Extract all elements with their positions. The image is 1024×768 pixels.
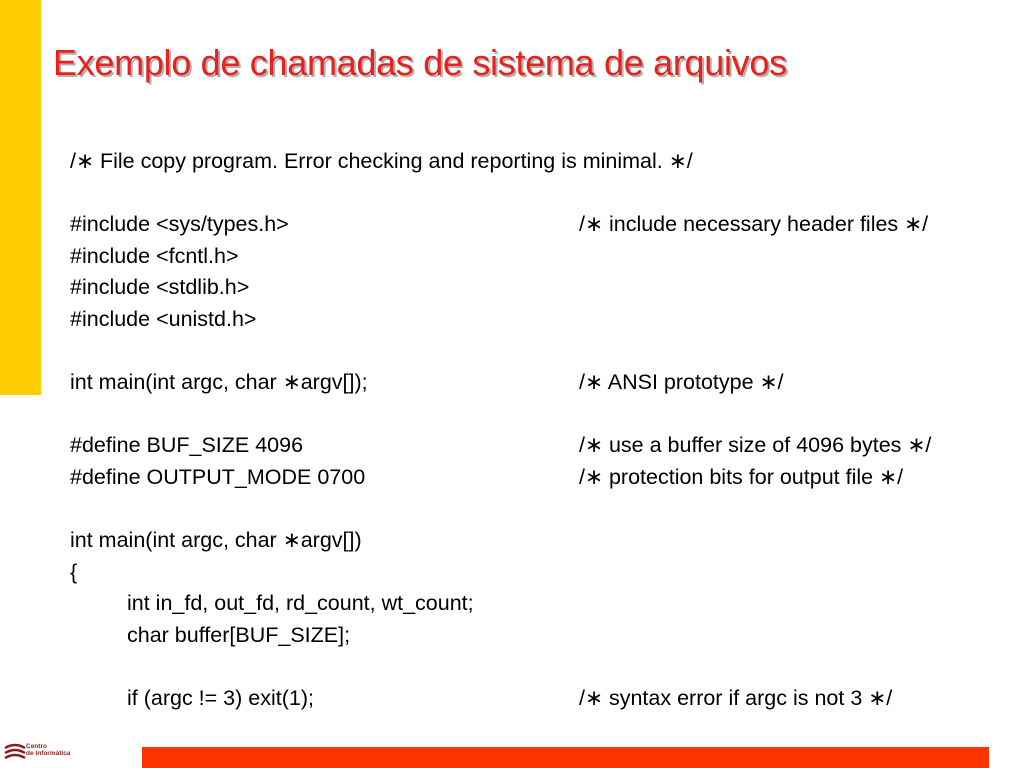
code-text: int in_fd, out_fd, rd_count, wt_count; (127, 591, 474, 616)
code-line (70, 462, 1010, 494)
code-line (70, 399, 1010, 431)
logo-icon (4, 743, 26, 763)
code-line (70, 588, 1010, 620)
code-line (70, 304, 1010, 336)
code-comment: /∗ use a buffer size of 4096 bytes ∗/ (579, 433, 932, 458)
code-text: if (argc != 3) exit(1); (127, 686, 314, 711)
code-line (70, 241, 1010, 273)
code-line (70, 557, 1010, 589)
code-line (70, 367, 1010, 399)
code-line (70, 272, 1010, 304)
code-line (70, 494, 1010, 526)
code-line (70, 430, 1010, 462)
code-text: /∗ File copy program. Error checking and reporting is minimal. ∗/ (70, 149, 693, 173)
code-line (70, 209, 1010, 241)
code-text: int main(int argc, char ∗argv[]); (70, 370, 368, 395)
code-comment: /∗ ANSI prototype ∗/ (579, 370, 784, 395)
code-text: #include <stdlib.h> (70, 275, 250, 300)
code-line (70, 525, 1010, 557)
logo-line-1: Centro (26, 743, 47, 750)
code-line (70, 620, 1010, 652)
logo-line-2: de Informática (26, 750, 71, 757)
code-comment: /∗ protection bits for output file ∗/ (579, 464, 904, 489)
code-comment: /∗ include necessary header files ∗/ (579, 212, 929, 237)
code-text: #include <unistd.h> (70, 306, 257, 331)
code-text: { (70, 559, 78, 584)
code-text: #define BUF_SIZE 4096 (70, 433, 304, 458)
logo-text (26, 743, 70, 757)
slide-title: Exemplo de chamadas de sistema de arquivos (53, 42, 787, 83)
code-comment: /∗ syntax error if argc is not 3 ∗/ (579, 686, 893, 711)
code-line (70, 178, 1010, 210)
accent-bar (0, 0, 41, 395)
code-text: #define OUTPUT_MODE 0700 (70, 464, 366, 489)
code-text: char buffer[BUF_SIZE]; (127, 622, 351, 647)
code-line (70, 336, 1010, 368)
footer-bar (142, 747, 989, 768)
logo (4, 741, 84, 765)
code-text: #include <sys/types.h> (70, 212, 289, 237)
code-line (70, 652, 1010, 684)
code-text: #include <fcntl.h> (70, 243, 239, 268)
code-line (70, 683, 1010, 715)
code-text: int main(int argc, char ∗argv[]) (70, 528, 362, 553)
code-line (70, 146, 1010, 178)
code-block (70, 146, 1010, 715)
